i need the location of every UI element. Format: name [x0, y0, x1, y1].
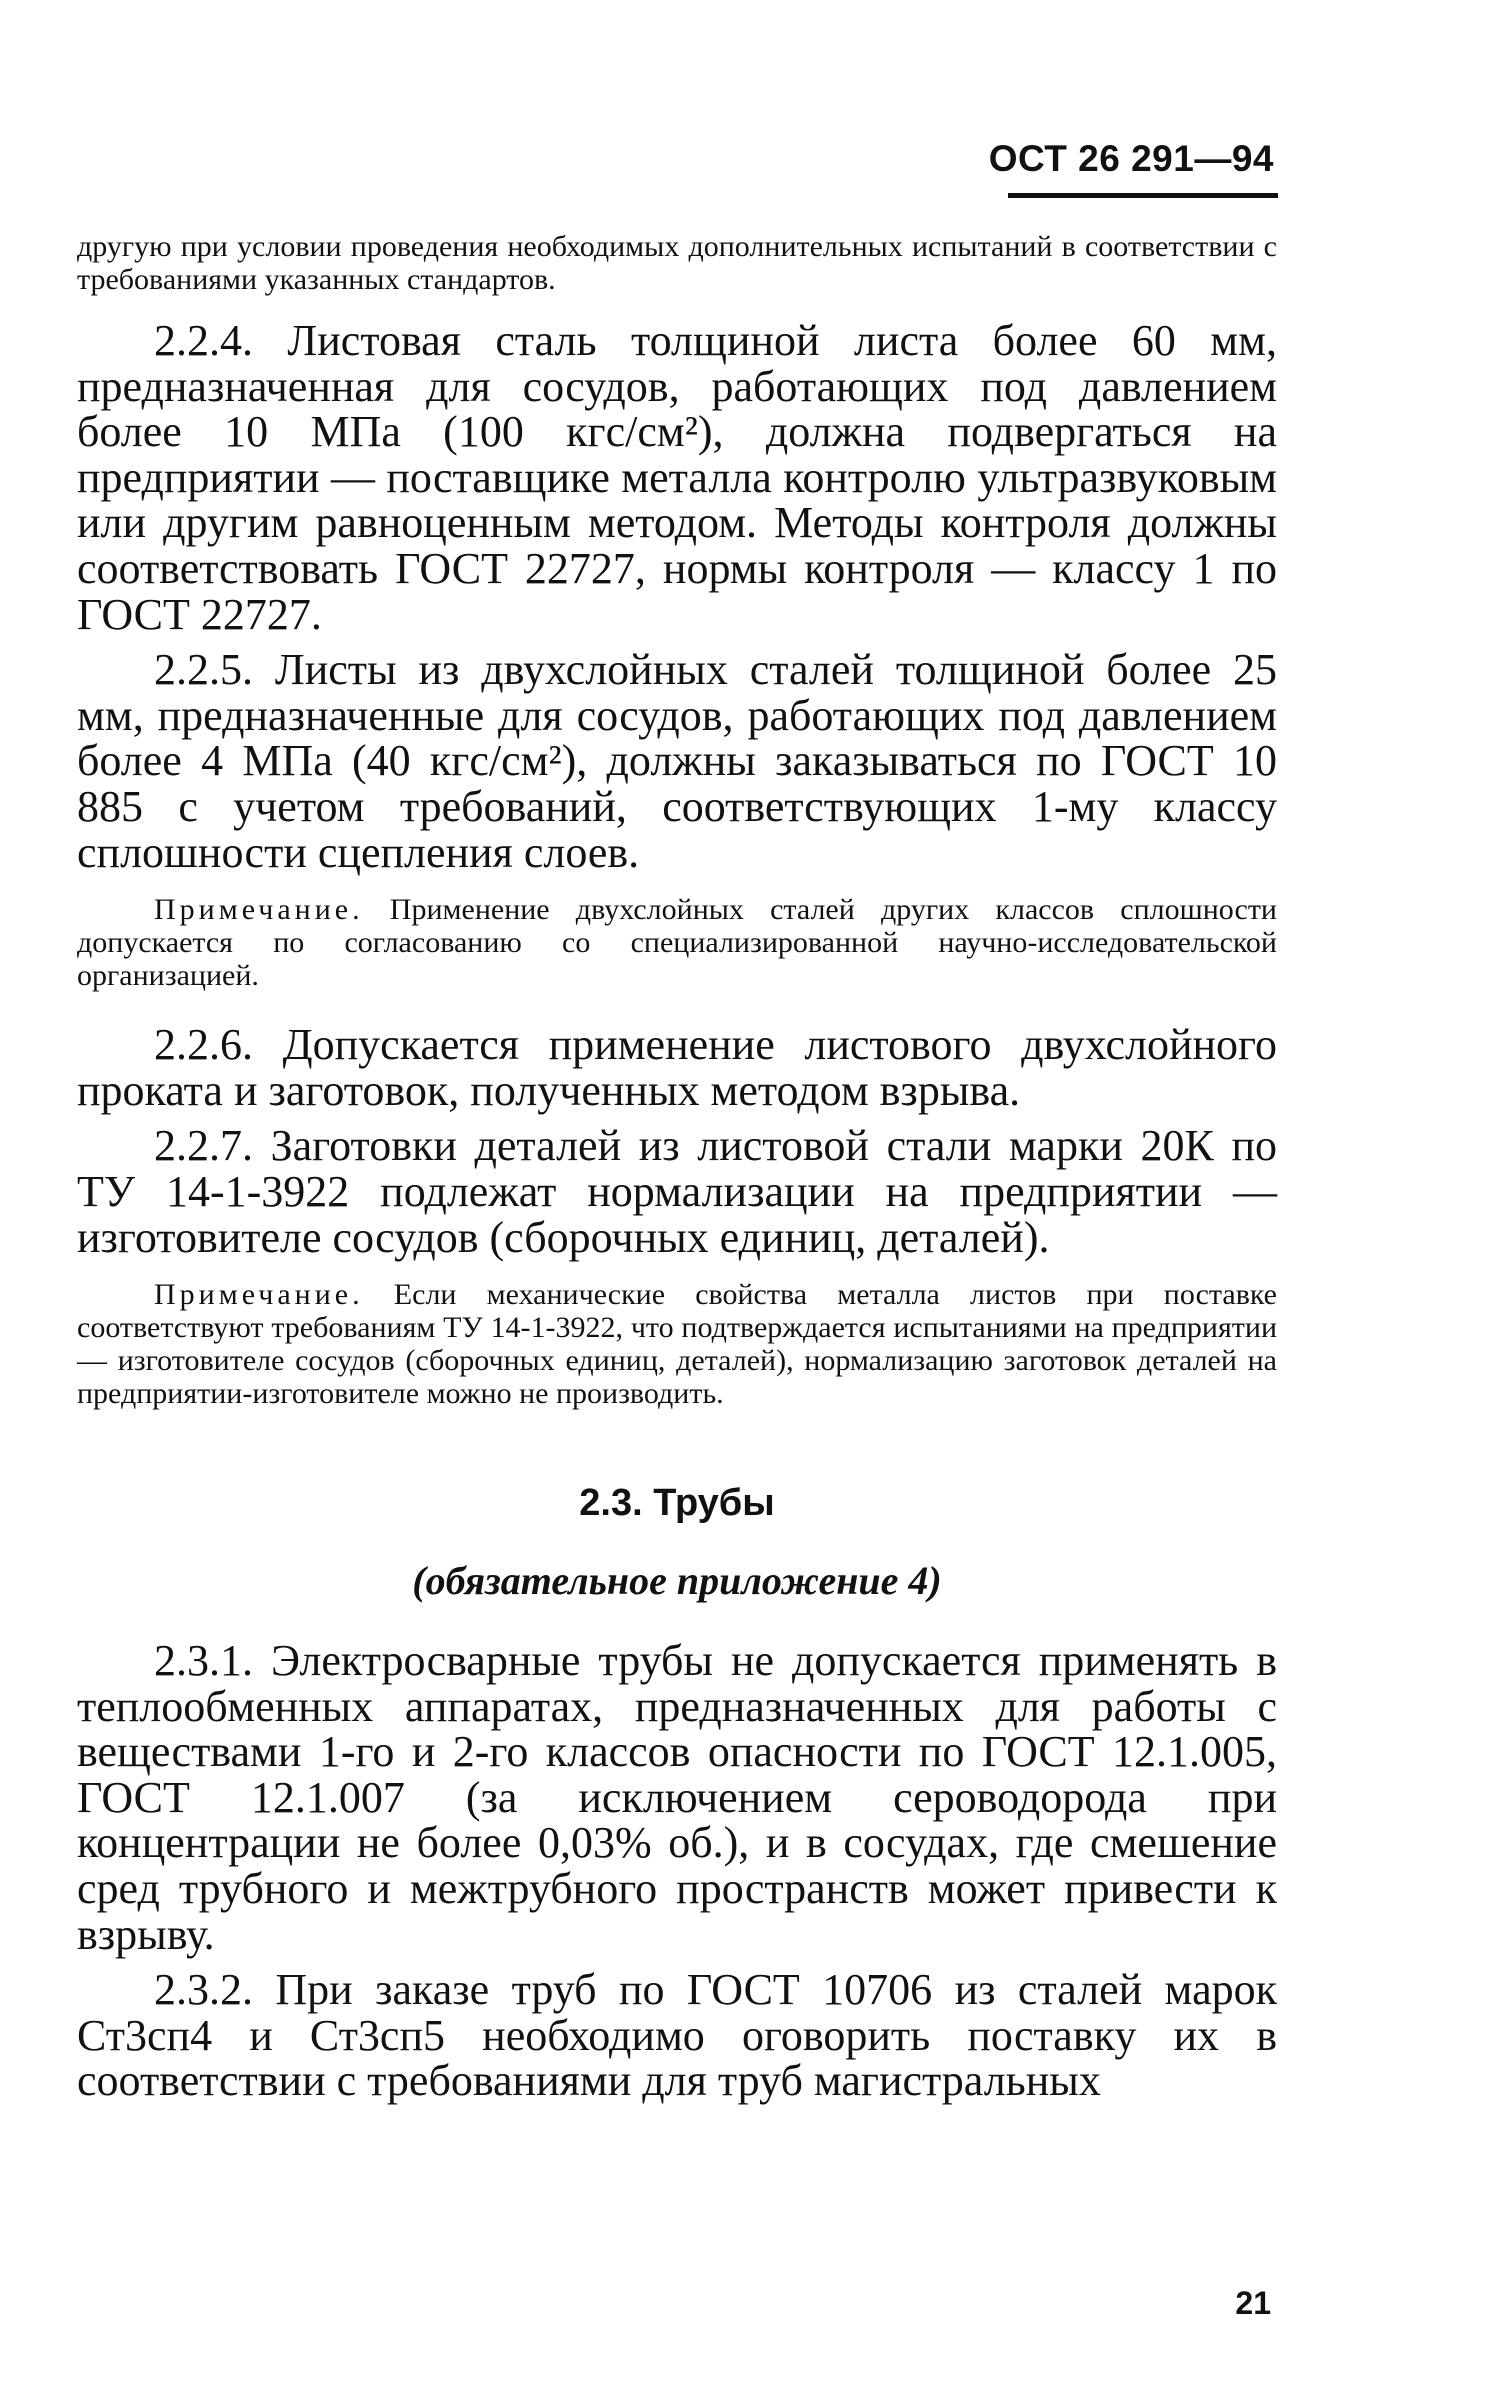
header-underline	[1008, 193, 1278, 198]
section-title: 2.3. Трубы	[579, 1482, 775, 1525]
note-normalization	[77, 1278, 1277, 1410]
paragraph-2-2-5: 2.2.5. Листы из двухслойных сталей толщиной более 25 мм, предназначенные для сосудов, работающих под давлением более 4 МПа (40 кгс/см²), должны заказываться по ГОСТ 10 885 с учетом требований, соответствующих 1-му классу сплошности сцепления слоев.	[77, 645, 1277, 877]
note-text: Если механические свойства металла листов при поставке соответствуют требованиям ТУ 14-1-3922, что подтверждается испытаниями на предприятии — изготовителе сосудов (сборочных единиц, деталей), нормализацию заготовок деталей на предприятии-изготовителе можно не производить.	[77, 1278, 1277, 1411]
page-number: 21	[1235, 2285, 1271, 2321]
section-subtitle: (обязательное приложение 4)	[412, 1558, 942, 1604]
paragraph-2-2-7: 2.2.7. Заготовки деталей из листовой стали марки 20К по ТУ 14-1-3922 подлежат нормализации на предприятии — изготовителе сосудов (сборочных единиц, деталей).	[77, 1121, 1277, 1262]
note-text: Применение двухслойных сталей других классов сплошности допускается по согласованию со специализированной научно-исследовательской организацией.	[77, 893, 1277, 993]
intro-paragraph: другую при условии проведения необходимых дополнительных испытаний в соответствии с требованиями указанных стандартов.	[77, 230, 1277, 296]
paragraph-2-3-1: 2.3.1. Электросварные трубы не допускается применять в теплообменных аппаратах, предназначенных для работы с веществами 1-го и 2-го классов опасности по ГОСТ 12.1.005, ГОСТ 12.1.007 (за исключением сероводорода при концентрации не более 0,03% об.), и в сосудах, где смешение сред трубного и межтрубного пространств может привести к взрыву.	[77, 1636, 1277, 1959]
page-content	[77, 230, 1277, 2114]
note-two-layer-steel	[77, 893, 1277, 992]
note-label: Примечание.	[154, 893, 364, 927]
paragraph-2-3-2: 2.3.2. При заказе труб по ГОСТ 10706 из сталей марок Ст3сп4 и Ст3сп5 необходимо оговорить поставку их в соответствии с требованиями для труб магистральных	[77, 1965, 1277, 2106]
paragraph-2-2-4: 2.2.4. Листовая сталь толщиной листа более 60 мм, предназначенная для сосудов, работающих под давлением более 10 МПа (100 кгс/см²), должна подвергаться на предприятии — поставщике металла контролю ультразвуковым или другим равноценным методом. Методы контроля должны соответствовать ГОСТ 22727, нормы контроля — классу 1 по ГОСТ 22727.	[77, 316, 1277, 639]
document-code-header: ОСТ 26 291—94	[988, 138, 1274, 179]
paragraph-2-2-6: 2.2.6. Допускается применение листового двухслойного проката и заготовок, полученных методом взрыва.	[77, 1020, 1277, 1115]
note-label: Примечание.	[154, 1278, 364, 1312]
